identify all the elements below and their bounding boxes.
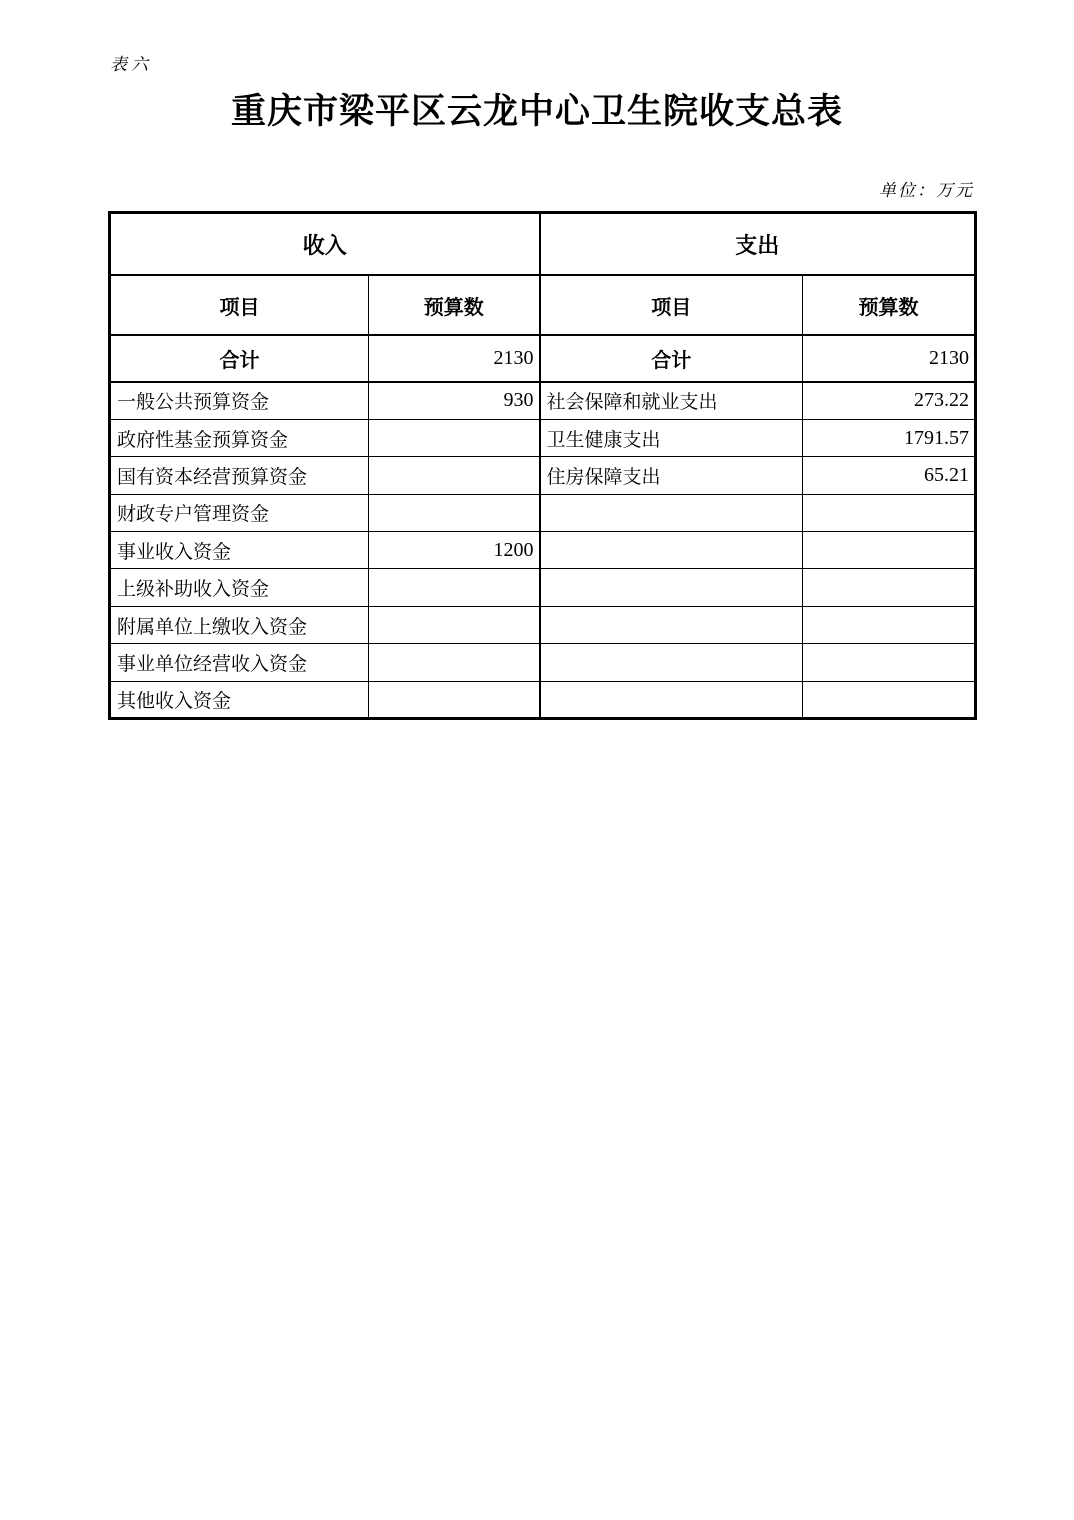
expense-budget-cell	[803, 532, 976, 569]
income-item-cell: 事业收入资金	[110, 532, 369, 569]
expense-item-cell: 住房保障支出	[540, 457, 803, 494]
expense-budget-cell: 65.21	[803, 457, 976, 494]
income-budget-column-header: 预算数	[369, 275, 540, 335]
income-budget-cell: 2130	[369, 335, 540, 382]
expense-budget-column-header: 预算数	[803, 275, 976, 335]
expense-item-cell	[540, 532, 803, 569]
income-item-cell: 附属单位上缴收入资金	[110, 606, 369, 643]
income-budget-cell	[369, 569, 540, 606]
expense-budget-cell: 1791.57	[803, 419, 976, 456]
expense-item-cell	[540, 606, 803, 643]
income-item-cell: 其他收入资金	[110, 681, 369, 718]
table-row	[110, 606, 976, 643]
income-item-cell: 国有资本经营预算资金	[110, 457, 369, 494]
income-budget-cell: 1200	[369, 532, 540, 569]
income-budget-cell: 930	[369, 382, 540, 419]
table-row	[110, 382, 976, 419]
expense-budget-cell	[803, 606, 976, 643]
expense-section-header: 支出	[540, 213, 976, 276]
unit-label: 单位：万元	[879, 181, 974, 200]
sheet-label: 表六	[110, 55, 152, 74]
expense-item-cell	[540, 681, 803, 718]
income-item-cell: 财政专户管理资金	[110, 494, 369, 531]
expense-item-cell	[540, 494, 803, 531]
budget-table	[108, 211, 977, 720]
table-row	[110, 532, 976, 569]
column-header-row	[110, 275, 976, 335]
income-item-cell: 合计	[110, 335, 369, 382]
income-item-cell: 事业单位经营收入资金	[110, 644, 369, 681]
expense-item-cell: 社会保障和就业支出	[540, 382, 803, 419]
expense-budget-cell	[803, 569, 976, 606]
income-budget-cell	[369, 494, 540, 531]
expense-budget-cell	[803, 681, 976, 718]
section-header-row	[110, 213, 976, 276]
table-row	[110, 681, 976, 718]
income-budget-cell	[369, 644, 540, 681]
expense-item-column-header: 项目	[540, 275, 803, 335]
expense-budget-cell: 2130	[803, 335, 976, 382]
expense-item-cell	[540, 569, 803, 606]
page-title: 重庆市梁平区云龙中心卫生院收支总表	[230, 92, 843, 131]
table-row	[110, 569, 976, 606]
income-section-header: 收入	[110, 213, 540, 276]
expense-item-cell: 合计	[540, 335, 803, 382]
expense-item-cell: 卫生健康支出	[540, 419, 803, 456]
table-row-total	[110, 335, 976, 382]
income-item-column-header: 项目	[110, 275, 369, 335]
income-item-cell: 政府性基金预算资金	[110, 419, 369, 456]
table-row	[110, 419, 976, 456]
expense-item-cell	[540, 644, 803, 681]
income-item-cell: 上级补助收入资金	[110, 569, 369, 606]
income-budget-cell	[369, 681, 540, 718]
income-budget-cell	[369, 419, 540, 456]
table-row	[110, 494, 976, 531]
table-row	[110, 457, 976, 494]
expense-budget-cell: 273.22	[803, 382, 976, 419]
table-row	[110, 644, 976, 681]
income-budget-cell	[369, 606, 540, 643]
expense-budget-cell	[803, 494, 976, 531]
expense-budget-cell	[803, 644, 976, 681]
income-item-cell: 一般公共预算资金	[110, 382, 369, 419]
income-budget-cell	[369, 457, 540, 494]
